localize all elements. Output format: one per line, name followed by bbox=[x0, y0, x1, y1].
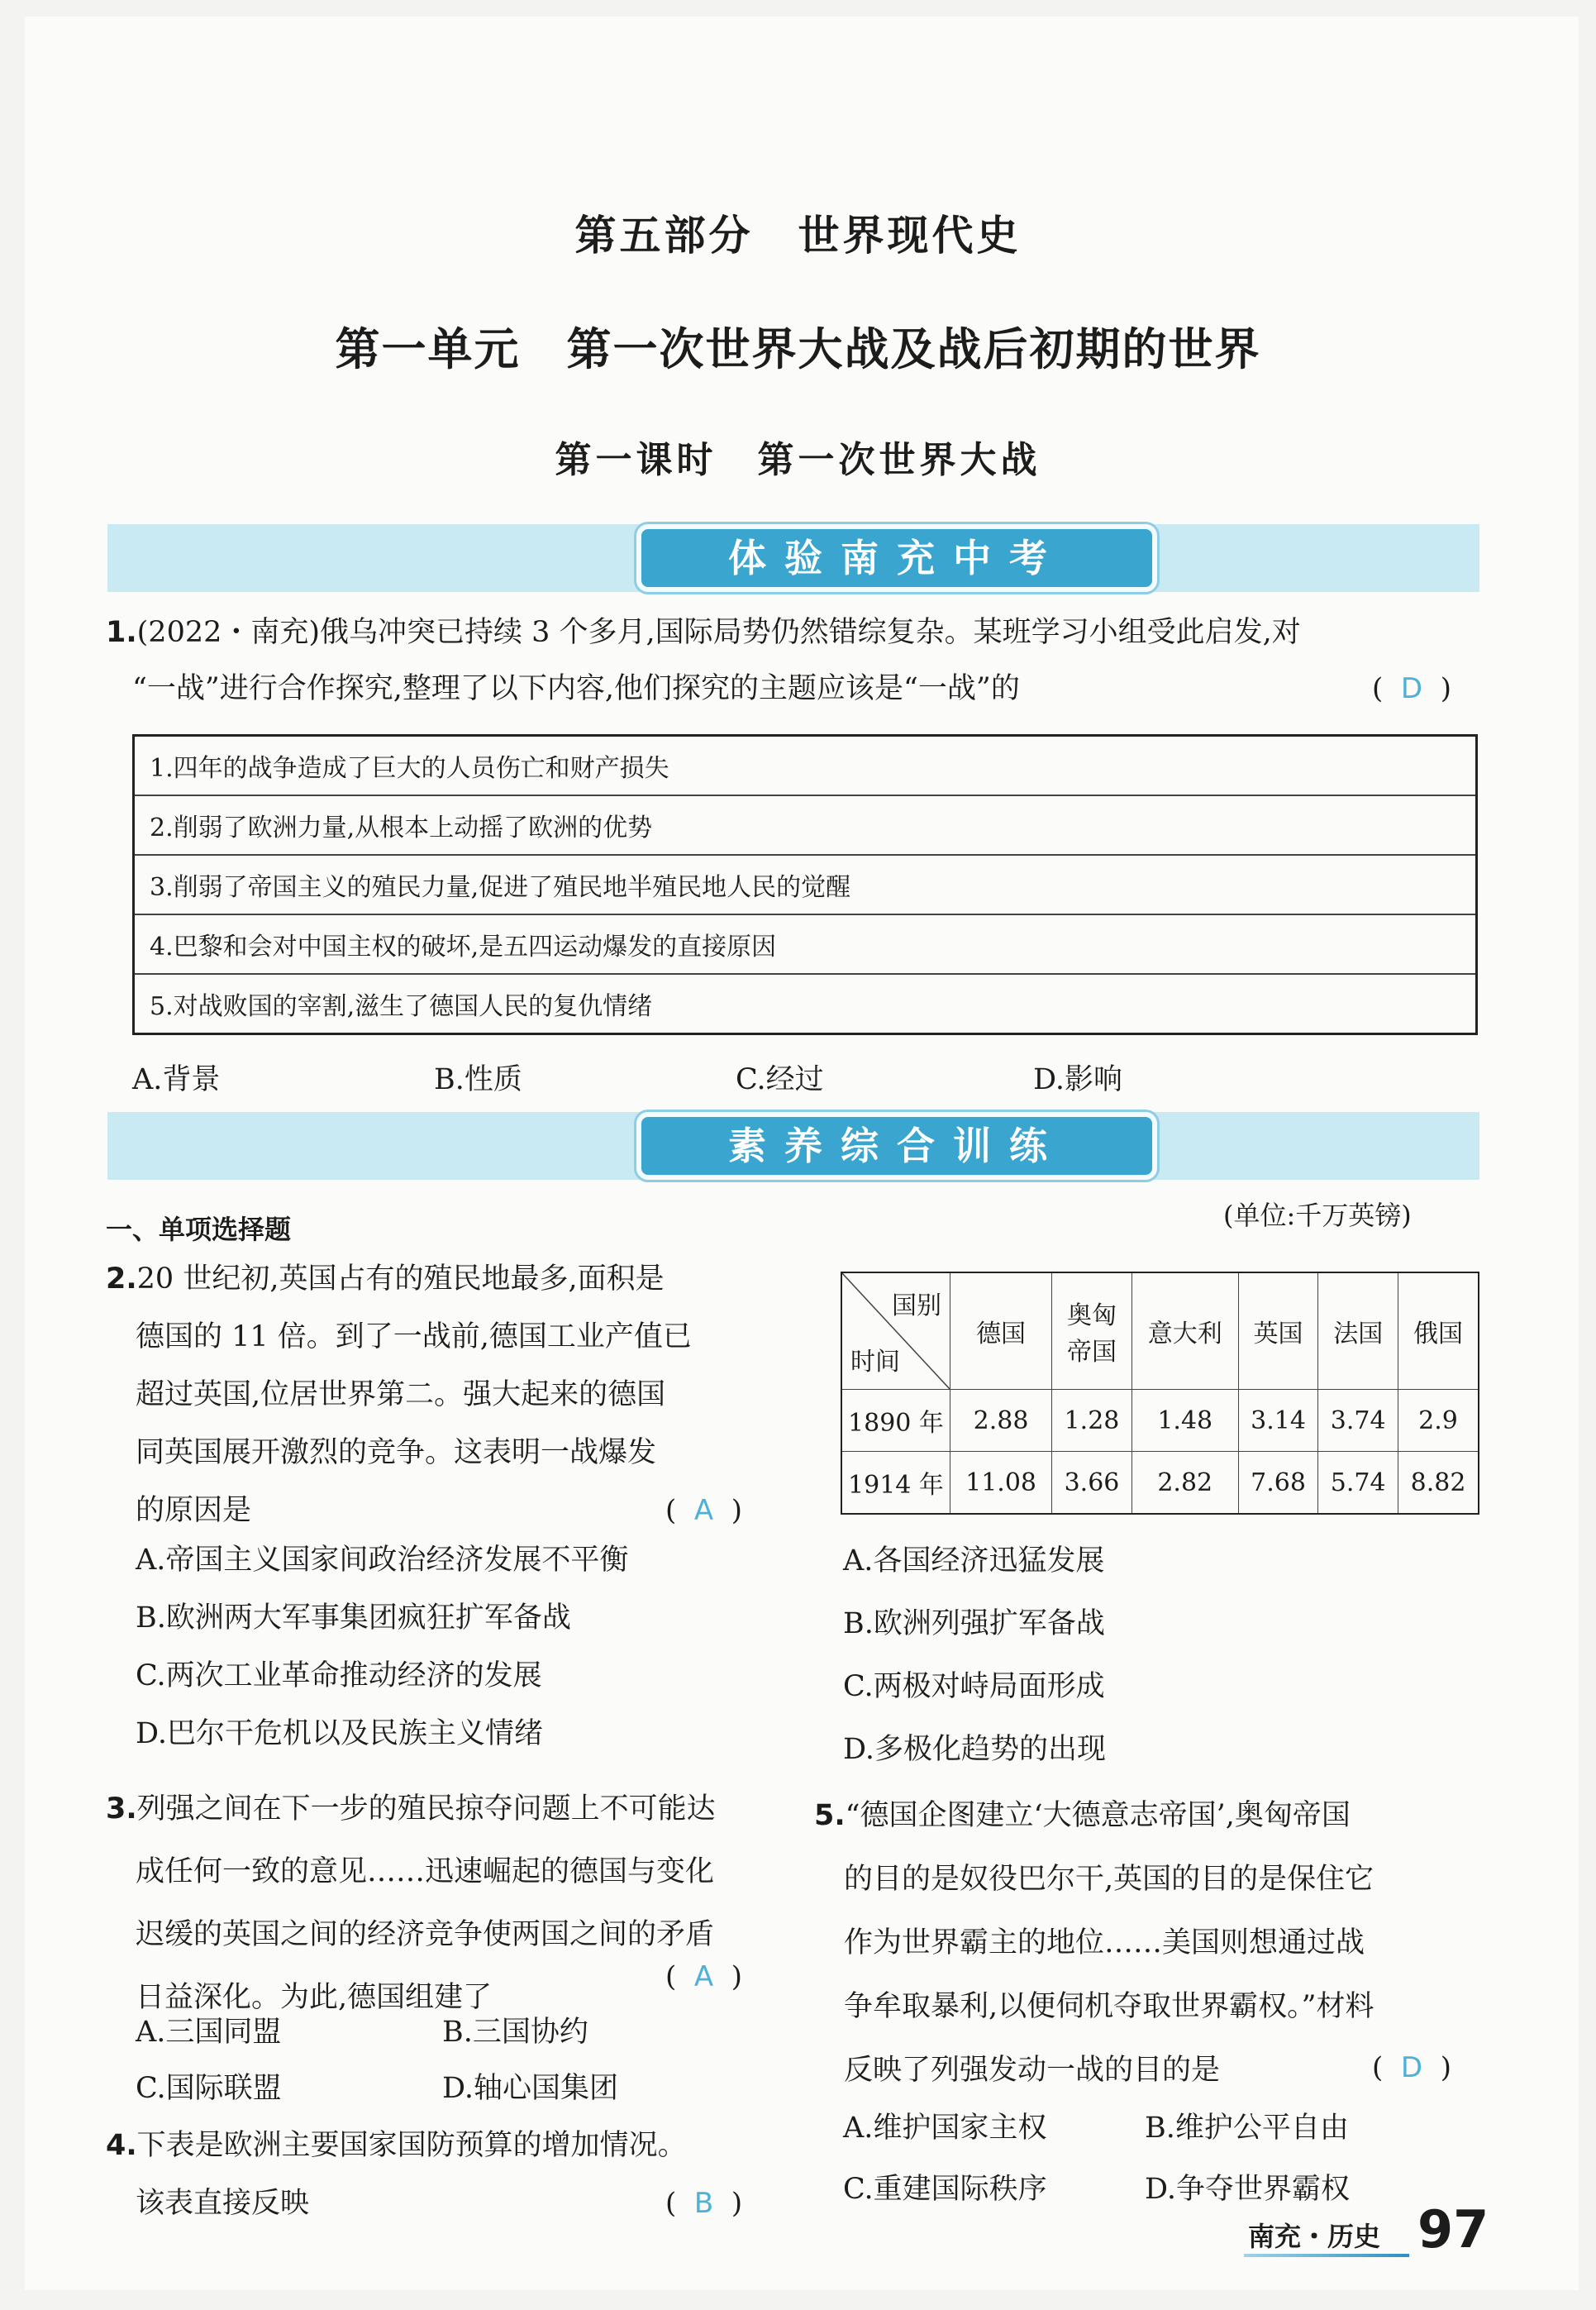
q2-line-1 bbox=[106, 1250, 784, 1308]
cell: 5.74 bbox=[1318, 1452, 1398, 1515]
q5-number: 5. bbox=[814, 1799, 846, 1832]
q2-option-b: B.欧洲两大军事集团疯狂扩军备战 bbox=[136, 1601, 571, 1635]
q4-answer: B bbox=[693, 2187, 714, 2220]
q3-line-4: 日益深化。为此,德国组建了 bbox=[136, 1981, 493, 2014]
table-row bbox=[134, 855, 1477, 914]
cell: 7.68 bbox=[1238, 1452, 1318, 1515]
header-britain: 英国 bbox=[1238, 1272, 1318, 1390]
q4-text-1: 下表是欧洲主要国家国防预算的增加情况。 bbox=[136, 2129, 687, 2162]
footer-underline bbox=[1244, 2254, 1409, 2257]
q4-budget-table bbox=[841, 1272, 1479, 1515]
q3-answer-paren: ( A ) bbox=[665, 1960, 743, 1993]
unit-title: 第一单元 第一次世界大战及战后初期的世界 bbox=[335, 322, 1261, 375]
q2-text-1: 20 世纪初,英国占有的殖民地最多,面积是 bbox=[136, 1262, 665, 1296]
q1-answer: D bbox=[1400, 672, 1423, 705]
cell: 2.9 bbox=[1398, 1390, 1479, 1452]
q1-content-table bbox=[132, 734, 1478, 1035]
q2-options bbox=[136, 1531, 628, 1763]
section-band-training bbox=[107, 1112, 1479, 1180]
table-row bbox=[134, 974, 1477, 1034]
q5-text-1: “德国企图建立‘大德意志帝国’,奥匈帝国 bbox=[845, 1799, 1351, 1832]
table-row bbox=[134, 736, 1477, 796]
q1-option-a: A.背景 bbox=[132, 1063, 221, 1096]
q3-number: 3. bbox=[106, 1792, 137, 1826]
q4-options bbox=[843, 1530, 1106, 1781]
q4-line-1 bbox=[106, 2117, 687, 2174]
part-heading: 一、单项选择题 bbox=[106, 1214, 292, 1245]
cell: 3.74 bbox=[1318, 1390, 1398, 1452]
cell: 2.82 bbox=[1131, 1452, 1238, 1515]
page-number: 97 bbox=[1417, 2199, 1489, 2260]
q5-line-4: 争牟取暴利,以便伺机夺取世界霸权。”材料 bbox=[844, 1990, 1374, 2023]
cell: 3.14 bbox=[1238, 1390, 1318, 1452]
q1-item-1: 1.四年的战争造成了巨大的人员伤亡和财产损失 bbox=[134, 736, 1477, 796]
cell: 1.48 bbox=[1131, 1390, 1238, 1452]
q3-line-3: 迟缓的英国之间的经济竞争使两国之间的矛盾 bbox=[136, 1918, 715, 1951]
header-austria-hungary bbox=[1052, 1272, 1132, 1390]
q1-answer-paren: ( D ) bbox=[1372, 672, 1451, 705]
q5-line-2: 的目的是奴役巴尔干,英国的目的是保住它 bbox=[844, 1863, 1374, 1896]
header-germany: 德国 bbox=[950, 1272, 1052, 1390]
header-russia: 俄国 bbox=[1398, 1272, 1479, 1390]
q1-line1 bbox=[106, 604, 1301, 661]
q2-line-3: 超过英国,位居世界第二。强大起来的德国 bbox=[136, 1378, 666, 1411]
row-year: 1914 年 bbox=[841, 1452, 950, 1515]
lesson-title: 第一课时 第一次世界大战 bbox=[555, 439, 1041, 481]
q1-text-1: (2022・南充)俄乌冲突已持续 3 个多月,国际局势仍然错综复杂。某班学习小组受此启发,对 bbox=[136, 616, 1301, 649]
q5-option-c: C.重建国际秩序 bbox=[843, 2173, 1047, 2206]
q3-option-d: D.轴心国集团 bbox=[442, 2072, 618, 2105]
section-label-training: 素养综合训练 bbox=[636, 1112, 1157, 1180]
header-austria-line2: 帝国 bbox=[1066, 1338, 1117, 1367]
q4-answer-paren: ( B ) bbox=[665, 2187, 743, 2220]
table-row bbox=[134, 795, 1477, 855]
q2-line-4: 同英国展开激烈的竞争。这表明一战爆发 bbox=[136, 1436, 657, 1469]
footer-label: 南充・历史 bbox=[1248, 2221, 1381, 2252]
q5-option-d: D.争夺世界霸权 bbox=[1145, 2173, 1350, 2206]
q4-unit-note: (单位:千万英镑) bbox=[1223, 1200, 1412, 1231]
q2-option-c: C.两次工业革命推动经济的发展 bbox=[136, 1659, 542, 1692]
q3-option-a: A.三国同盟 bbox=[136, 2016, 282, 2049]
q2-answer: A bbox=[693, 1494, 714, 1527]
table-row bbox=[841, 1452, 1479, 1515]
cell: 3.66 bbox=[1052, 1452, 1132, 1515]
q3-line-1 bbox=[106, 1778, 792, 1840]
q4-number: 4. bbox=[106, 2129, 137, 2162]
q1-option-b: B.性质 bbox=[434, 1063, 522, 1096]
corner-time: 时间 bbox=[850, 1348, 900, 1377]
q2-line-5: 的原因是 bbox=[136, 1494, 252, 1527]
q4-line-2: 该表直接反映 bbox=[136, 2187, 310, 2220]
row-year: 1890 年 bbox=[841, 1390, 950, 1452]
q2-line-2: 德国的 11 倍。到了一战前,德国工业产值已 bbox=[136, 1320, 692, 1353]
q3-option-b: B.三国协约 bbox=[442, 2016, 588, 2049]
q3-answer: A bbox=[693, 1960, 714, 1993]
q5-option-a: A.维护国家主权 bbox=[843, 2112, 1047, 2145]
q4-option-c: C.两极对峙局面形成 bbox=[843, 1670, 1105, 1703]
q5-line-5: 反映了列强发动一战的目的是 bbox=[844, 2054, 1221, 2087]
section-label-exam: 体验南充中考 bbox=[636, 524, 1157, 592]
part-title: 第五部分 世界现代史 bbox=[574, 212, 1022, 260]
corner-country: 国别 bbox=[892, 1291, 941, 1320]
header-france: 法国 bbox=[1318, 1272, 1398, 1390]
section-band-exam bbox=[107, 524, 1479, 592]
cell: 1.28 bbox=[1052, 1390, 1132, 1452]
table-row bbox=[841, 1390, 1479, 1452]
cell: 2.88 bbox=[950, 1390, 1052, 1452]
table-corner-cell bbox=[841, 1272, 950, 1390]
q5-line-1 bbox=[814, 1784, 1492, 1848]
q1-number: 1. bbox=[106, 616, 137, 649]
q5-answer-paren: ( D ) bbox=[1372, 2051, 1451, 2084]
q1-item-3: 3.削弱了帝国主义的殖民力量,促进了殖民地半殖民地人民的觉醒 bbox=[134, 855, 1477, 914]
table-row bbox=[841, 1272, 1479, 1390]
q2-number: 2. bbox=[106, 1262, 137, 1296]
q4-block bbox=[106, 2117, 687, 2232]
q1-option-d: D.影响 bbox=[1033, 1063, 1122, 1096]
q1-option-c: C.经过 bbox=[736, 1063, 824, 1096]
q3-option-c: C.国际联盟 bbox=[136, 2072, 282, 2105]
q2-option-a: A.帝国主义国家间政治经济发展不平衡 bbox=[136, 1544, 629, 1577]
q5-answer: D bbox=[1400, 2051, 1423, 2084]
q3-line-2: 成任何一致的意见……迅速崛起的德国与变化 bbox=[136, 1855, 715, 1888]
q2-answer-paren: ( A ) bbox=[665, 1494, 743, 1527]
header-austria-line1: 奥匈 bbox=[1066, 1301, 1117, 1330]
cell: 11.08 bbox=[950, 1452, 1052, 1515]
q2-option-d: D.巴尔干危机以及民族主义情绪 bbox=[136, 1717, 543, 1750]
cell: 8.82 bbox=[1398, 1452, 1479, 1515]
q1-item-5: 5.对战败国的宰割,滋生了德国人民的复仇情绪 bbox=[134, 974, 1477, 1034]
q1-line2: “一战”进行合作探究,整理了以下内容,他们探究的主题应该是“一战”的 bbox=[132, 672, 1020, 705]
q5-option-b: B.维护公平自由 bbox=[1145, 2112, 1349, 2145]
q4-option-d: D.多极化趋势的出现 bbox=[843, 1733, 1106, 1766]
header-italy: 意大利 bbox=[1131, 1272, 1238, 1390]
q1-item-4: 4.巴黎和会对中国主权的破坏,是五四运动爆发的直接原因 bbox=[134, 914, 1477, 974]
q4-option-a: A.各国经济迅猛发展 bbox=[843, 1544, 1105, 1577]
q3-text-1: 列强之间在下一步的殖民掠夺问题上不可能达 bbox=[136, 1792, 716, 1826]
table-row bbox=[134, 914, 1477, 974]
q1-item-2: 2.削弱了欧洲力量,从根本上动摇了欧洲的优势 bbox=[134, 795, 1477, 855]
q4-option-b: B.欧洲列强扩军备战 bbox=[843, 1607, 1105, 1640]
q5-line-3: 作为世界霸主的地位……美国则想通过战 bbox=[844, 1926, 1365, 1959]
